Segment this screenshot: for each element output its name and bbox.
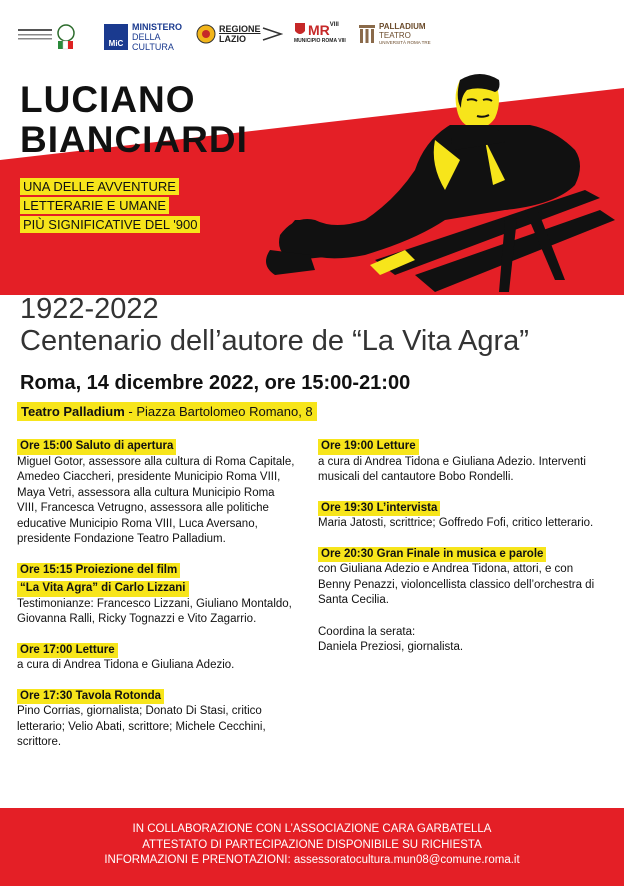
footer-line3: INFORMAZIONI E PRENOTAZIONI: assessoratocultura.mun08@comune.roma.it — [104, 854, 520, 866]
program-left — [17, 436, 297, 763]
venue-line — [17, 402, 317, 421]
program-block — [17, 436, 297, 548]
program-block — [318, 544, 608, 609]
venue-name: Teatro Palladium — [21, 404, 125, 419]
tagline-3: PIÙ SIGNIFICATIVE DEL '900 — [20, 216, 200, 233]
regione-emblem-icon — [196, 24, 216, 44]
program-block — [17, 686, 297, 751]
slot-heading: “La Vita Agra” di Carlo Lizzani — [17, 581, 189, 597]
program-block — [318, 436, 608, 486]
slot-heading: Ore 17:30 Tavola Rotonda — [17, 689, 164, 705]
bianciardi-portrait — [255, 70, 624, 295]
slot-text: con Giuliana Adezio e Andrea Tidona, attori, e con Benny Penazzi, violoncellista classico dell’orchestra di Santa Cecilia. — [318, 563, 595, 606]
slot-text: Testimonianze: Francesco Lizzani, Giuliano Montaldo, Giovanna Ralli, Ricky Tognazzi e Vito Zagarrio. — [17, 597, 292, 625]
slot-heading: Ore 20:30 Gran Finale in musica e parole — [318, 547, 546, 563]
regione-line1: REGIONE — [219, 24, 261, 34]
regione-lazio-logo — [196, 24, 283, 44]
palladium-columns-icon — [358, 23, 376, 45]
palladium-line2: TEATRO — [379, 31, 411, 40]
footer-line2: ATTESTATO DI PARTECIPAZIONE DISPONIBILE SU RICHIESTA — [142, 838, 482, 851]
municipio-num: VIII — [329, 22, 339, 28]
mic-mark: MiC — [104, 24, 128, 50]
biblioteca-emblem-icon — [18, 21, 52, 51]
hero-title — [20, 80, 248, 160]
program-block — [17, 560, 297, 628]
footer-line1: IN COLLABORAZIONE CON L’ASSOCIAZIONE CARA GARBATELLA — [132, 823, 492, 835]
regione-line2: LAZIO — [219, 34, 246, 44]
venue-address: - Piazza Bartolomeo Romano, 8 — [124, 404, 313, 419]
biblioteca-logo — [18, 20, 88, 52]
slot-text: a cura di Andrea Tidona e Giuliana Adezio. — [17, 659, 235, 671]
slot-text: a cura di Andrea Tidona e Giuliana Adezio. Interventi musicali del cantautore Bobo Rondelli. — [318, 455, 586, 483]
title-line2: BIANCIARDI — [20, 119, 248, 160]
municipio-mark: MR — [308, 22, 330, 38]
slot-heading: Ore 15:00 Saluto di apertura — [17, 439, 176, 455]
logo-strip — [0, 0, 624, 70]
slot-text: Miguel Gotor, assessore alla cultura di Roma Capitale, Amedeo Ciaccheri, presidente Municipio Roma VIII, Maya Vetri, assessora alla cultura Municipio Roma VIII, Francesca Vetrugno, assessora alle politiche educative Municipio Roma VIII, Luca Aversano, presidente Fondazione Teatro Palladium. — [17, 455, 295, 545]
program-right — [318, 436, 608, 668]
municipio-shield-icon — [294, 22, 306, 38]
tagline — [20, 178, 250, 235]
slot-text: Pino Corrias, giornalista; Donato Di Stasi, critico letterario; Velio Abati, scrittore; Michele Cecchini, scrittore. — [17, 705, 266, 748]
years-heading: 1922-2022 — [20, 293, 159, 325]
municipio-logo — [294, 22, 346, 44]
slot-heading: Ore 19:00 Letture — [318, 439, 419, 455]
regione-chevron-icon — [261, 26, 283, 42]
ministero-line2: DELLA — [132, 32, 161, 42]
palladium-line3: UNIVERSITÀ ROMA TRE — [379, 40, 431, 45]
tagline-1: UNA DELLE AVVENTURE — [20, 178, 179, 195]
italy-emblem-icon — [52, 21, 80, 51]
slot-heading: Ore 19:30 L’intervista — [318, 501, 440, 517]
slot-text: Maria Jatosti, scrittrice; Goffredo Fofi, critico letterario. — [318, 517, 594, 529]
title-line1: LUCIANO — [20, 79, 196, 120]
event-date-line: Roma, 14 dicembre 2022, ore 15:00-21:00 — [20, 372, 411, 394]
municipio-label: MUNICIPIO ROMA VIII — [294, 38, 346, 44]
palladium-logo — [358, 22, 431, 46]
slot-heading: Ore 15:15 Proiezione del film — [17, 563, 180, 579]
program-block — [318, 625, 608, 656]
slot-heading: Ore 17:00 Letture — [17, 643, 118, 659]
ministero-cultura-logo — [104, 22, 182, 52]
coordinator-name: Daniela Preziosi, giornalista. — [318, 641, 464, 653]
palladium-line1: PALLADIUM — [379, 22, 426, 31]
centenary-heading: Centenario dell’autore de “La Vita Agra” — [20, 325, 529, 357]
program-block — [318, 498, 608, 532]
ministero-line1: MINISTERO — [132, 22, 183, 32]
coordinator-label: Coordina la serata: — [318, 625, 416, 638]
tagline-2: LETTERARIE E UMANE — [20, 197, 169, 214]
ministero-line3: CULTURA — [132, 42, 174, 52]
footer-band — [0, 808, 624, 886]
program-block — [17, 640, 297, 674]
